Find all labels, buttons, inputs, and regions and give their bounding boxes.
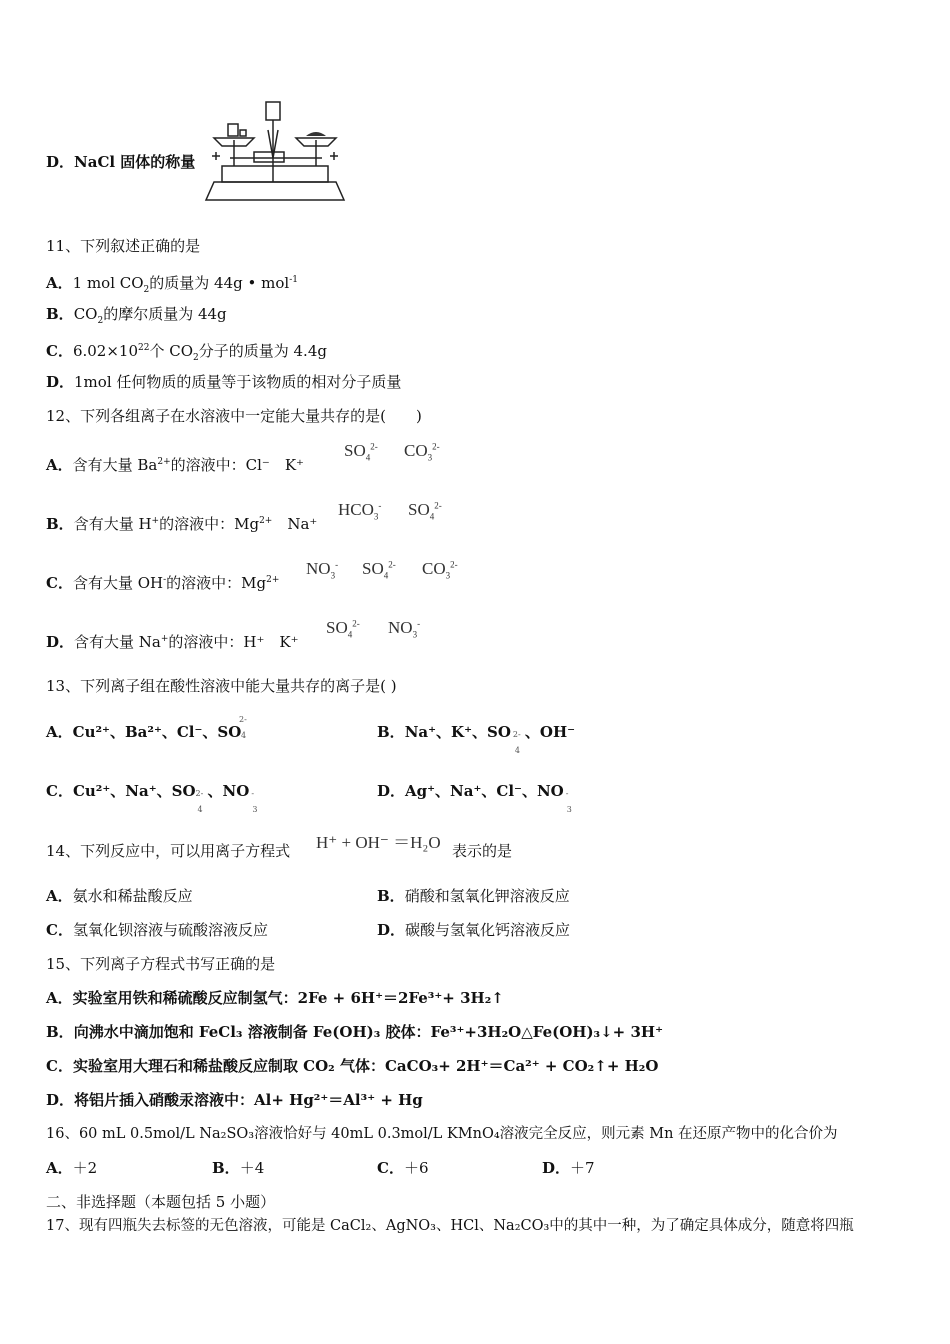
option-text-2: 的溶液中：H⁺ K⁺ — [168, 633, 299, 651]
option-text-2: 个 CO — [149, 342, 194, 360]
option-label: A． — [46, 456, 73, 474]
option-label: D． — [46, 633, 75, 651]
q14-option-b — [377, 886, 570, 906]
q12-option-d — [46, 629, 299, 652]
option-label: C． — [46, 342, 73, 360]
option-label: D． — [46, 153, 75, 171]
option-text-2: 的溶液中：Cl⁻ K⁺ — [170, 456, 304, 474]
option-text: ＋7 — [570, 1159, 595, 1177]
option-text: 实验室用大理石和稀盐酸反应制取 CO₂ 气体：CaCO₃+ 2H⁺＝Ca²⁺ + CO₂↑+ H₂O — [72, 1057, 659, 1075]
option-text-3: 分子的质量为 4.4g — [198, 342, 327, 360]
q16-option-d — [542, 1158, 595, 1178]
option-label: B． — [46, 515, 74, 533]
option-tail: 、OH⁻ — [524, 723, 576, 741]
nitrate-ion: $NO_3^-$ — [388, 618, 421, 640]
option-text-3: Na⁺ — [272, 515, 318, 533]
superscript: 22 — [138, 343, 150, 353]
option-label: C． — [46, 1057, 73, 1075]
option-text-2: 的溶液中：Mg — [166, 574, 267, 592]
q13-option-b: B．Na⁺、K⁺、SO 2- 4 、OH⁻ — [377, 723, 576, 755]
sulfate-ion: $SO_4^{2-}$ — [326, 618, 360, 640]
nitrate-ion: $NO_3^-$ — [306, 559, 339, 581]
subscript: 2 — [193, 353, 199, 363]
option-text-1: 6.02×10 — [72, 342, 139, 360]
bicarbonate-ion: $HCO_3^-$ — [338, 500, 382, 522]
sulfate-ion: $SO_4^{2-}$ — [344, 441, 378, 463]
option-text: ＋4 — [239, 1159, 265, 1177]
option-label: A． — [46, 887, 73, 905]
option-label: B． — [377, 887, 405, 905]
q11-option-d — [46, 372, 401, 392]
q12-stem: 12、下列各组离子在水溶液中一定能大量共存的是( ) — [46, 407, 422, 425]
ionic-equation: H⁺ + OH⁻ ＝H₂O — [316, 833, 441, 852]
option-text: NaCl 固体的称量 — [74, 153, 196, 171]
carbonate-ion: $CO_3^{2-}$ — [404, 441, 440, 463]
superscript: -1 — [289, 275, 298, 285]
option-label: B． — [46, 1023, 74, 1041]
q11-stem: 11、下列叙述正确的是 — [46, 237, 201, 255]
superscript-2: 2+ — [259, 516, 273, 526]
option-text: 含有大量 Ba — [72, 456, 158, 474]
q13-option-a: A．Cu²⁺、Ba²⁺、Cl⁻、SO 2- 4 — [46, 715, 247, 741]
q15-option-b — [46, 1022, 663, 1042]
q16-stem: 16、60 mL 0.5mol/L Na₂SO₃溶液恰好与 40mL 0.3mol/L KMnO₄溶液完全反应，则元素 Mn 在还原产物中的化合价为 — [46, 1126, 838, 1142]
subscript: 2 — [97, 316, 104, 326]
option-text: 将铝片插入硝酸汞溶液中：Al+ Hg²⁺＝Al³⁺ + Hg — [74, 1091, 423, 1109]
option-label: D． — [46, 373, 75, 391]
section-title: 二、非选择题（本题包括 5 小题） — [46, 1193, 276, 1211]
q11-option-a — [46, 270, 298, 300]
q17-stem: 17、现有四瓶失去标签的无色溶液，可能是 CaCl₂、AgNO₃、HCl、Na₂CO₃中的其中一种，为了确定具体成分，随意将四瓶 — [46, 1218, 854, 1234]
q15-option-a — [46, 988, 504, 1008]
option-label: D． — [46, 1091, 75, 1109]
option-label: C． — [46, 574, 73, 592]
option-text-1: CO — [73, 305, 98, 323]
option-label: C． — [46, 782, 73, 800]
option-label: D． — [377, 921, 406, 939]
q14-stem — [46, 841, 290, 861]
option-text: 硝酸和氢氧化钾溶液反应 — [404, 887, 570, 905]
option-label: B． — [46, 305, 74, 323]
option-text: 碳酸与氢氧化钙溶液反应 — [405, 921, 571, 939]
option-text-2: 的质量为 44g • mol — [149, 274, 290, 292]
q14-option-a — [46, 886, 193, 906]
superscript: - — [163, 575, 167, 585]
option-text: 含有大量 OH — [72, 574, 164, 592]
option-tail: 、NO — [207, 782, 250, 800]
q14-option-c — [46, 920, 268, 940]
option-text: Na⁺、K⁺、SO — [404, 723, 511, 741]
q12-option-b — [46, 511, 317, 534]
sulfate-ion: $SO_4^{2-}$ — [408, 500, 442, 522]
superscript-2: 2+ — [266, 575, 280, 585]
q14-stem-end: 表示的是 — [452, 842, 513, 860]
option-text: 含有大量 Na — [74, 633, 161, 651]
option-text: 氨水和稀盐酸反应 — [72, 887, 193, 905]
q13-stem: 13、下列离子组在酸性溶液中能大量共存的离子是( ) — [46, 677, 397, 695]
balance-scale-image — [202, 100, 348, 204]
q16-option-b — [212, 1158, 264, 1178]
option-text: 向沸水中滴加饱和 FeCl₃ 溶液制备 Fe(OH)₃ 胶体：Fe³⁺+3H₂O△Fe(OH)₃↓+ 3H⁺ — [73, 1023, 664, 1041]
sulfate-ion: $SO_4^{2-}$ — [362, 559, 396, 581]
option-label: B． — [377, 723, 405, 741]
superscript: 2+ — [157, 457, 171, 467]
option-text-2: 的溶液中：Mg — [159, 515, 260, 533]
option-text: 实验室用铁和稀硫酸反应制氢气：2Fe + 6H⁺＝2Fe³⁺+ 3H₂↑ — [72, 989, 504, 1007]
option-label: B． — [212, 1159, 240, 1177]
stem-text-1: 14、下列反应中，可以用离子方程式 — [46, 842, 291, 860]
q13-option-c: C．Cu²⁺、Na⁺、SO 2- 4 、NO - 3 — [46, 782, 258, 814]
option-label: D． — [377, 782, 406, 800]
carbonate-ion: $CO_3^{2-}$ — [422, 559, 458, 581]
superscript: + — [160, 634, 169, 644]
option-label: A． — [46, 989, 73, 1007]
q13-option-d: D．Ag⁺、Na⁺、Cl⁻、NO - 3 — [377, 782, 572, 814]
option-label: A． — [46, 274, 73, 292]
option-text-2: 的摩尔质量为 44g — [103, 305, 227, 323]
q10-option-d — [46, 152, 195, 172]
option-text-1: 1 mol CO — [72, 274, 144, 292]
q15-option-d — [46, 1090, 423, 1110]
option-label: D． — [542, 1159, 571, 1177]
option-text: 1mol 任何物质的质量等于该物质的相对分子质量 — [74, 373, 402, 391]
superscript: + — [151, 516, 160, 526]
option-label: C． — [377, 1159, 404, 1177]
option-text: 含有大量 H — [73, 515, 152, 533]
q16-option-a — [46, 1158, 97, 1178]
q11-option-b — [46, 304, 227, 331]
q12-option-c — [46, 570, 279, 593]
subscript: 2 — [143, 285, 150, 295]
option-text: ＋6 — [403, 1159, 429, 1177]
q16-option-c — [377, 1158, 429, 1178]
option-text: Cu²⁺、Ba²⁺、Cl⁻、SO — [72, 723, 242, 741]
option-label: A． — [46, 1159, 73, 1177]
q14-option-d — [377, 920, 570, 940]
q11-option-c — [46, 338, 327, 368]
q12-option-a — [46, 452, 304, 475]
option-label: A． — [46, 723, 73, 741]
option-text: Cu²⁺、Na⁺、SO — [72, 782, 196, 800]
q15-option-c — [46, 1056, 658, 1076]
option-text: Ag⁺、Na⁺、Cl⁻、NO — [405, 782, 564, 800]
option-text: 氢氧化钡溶液与硫酸溶液反应 — [72, 921, 268, 939]
option-label: C． — [46, 921, 73, 939]
q15-stem: 15、下列离子方程式书写正确的是 — [46, 955, 276, 973]
option-text: ＋2 — [72, 1159, 98, 1177]
